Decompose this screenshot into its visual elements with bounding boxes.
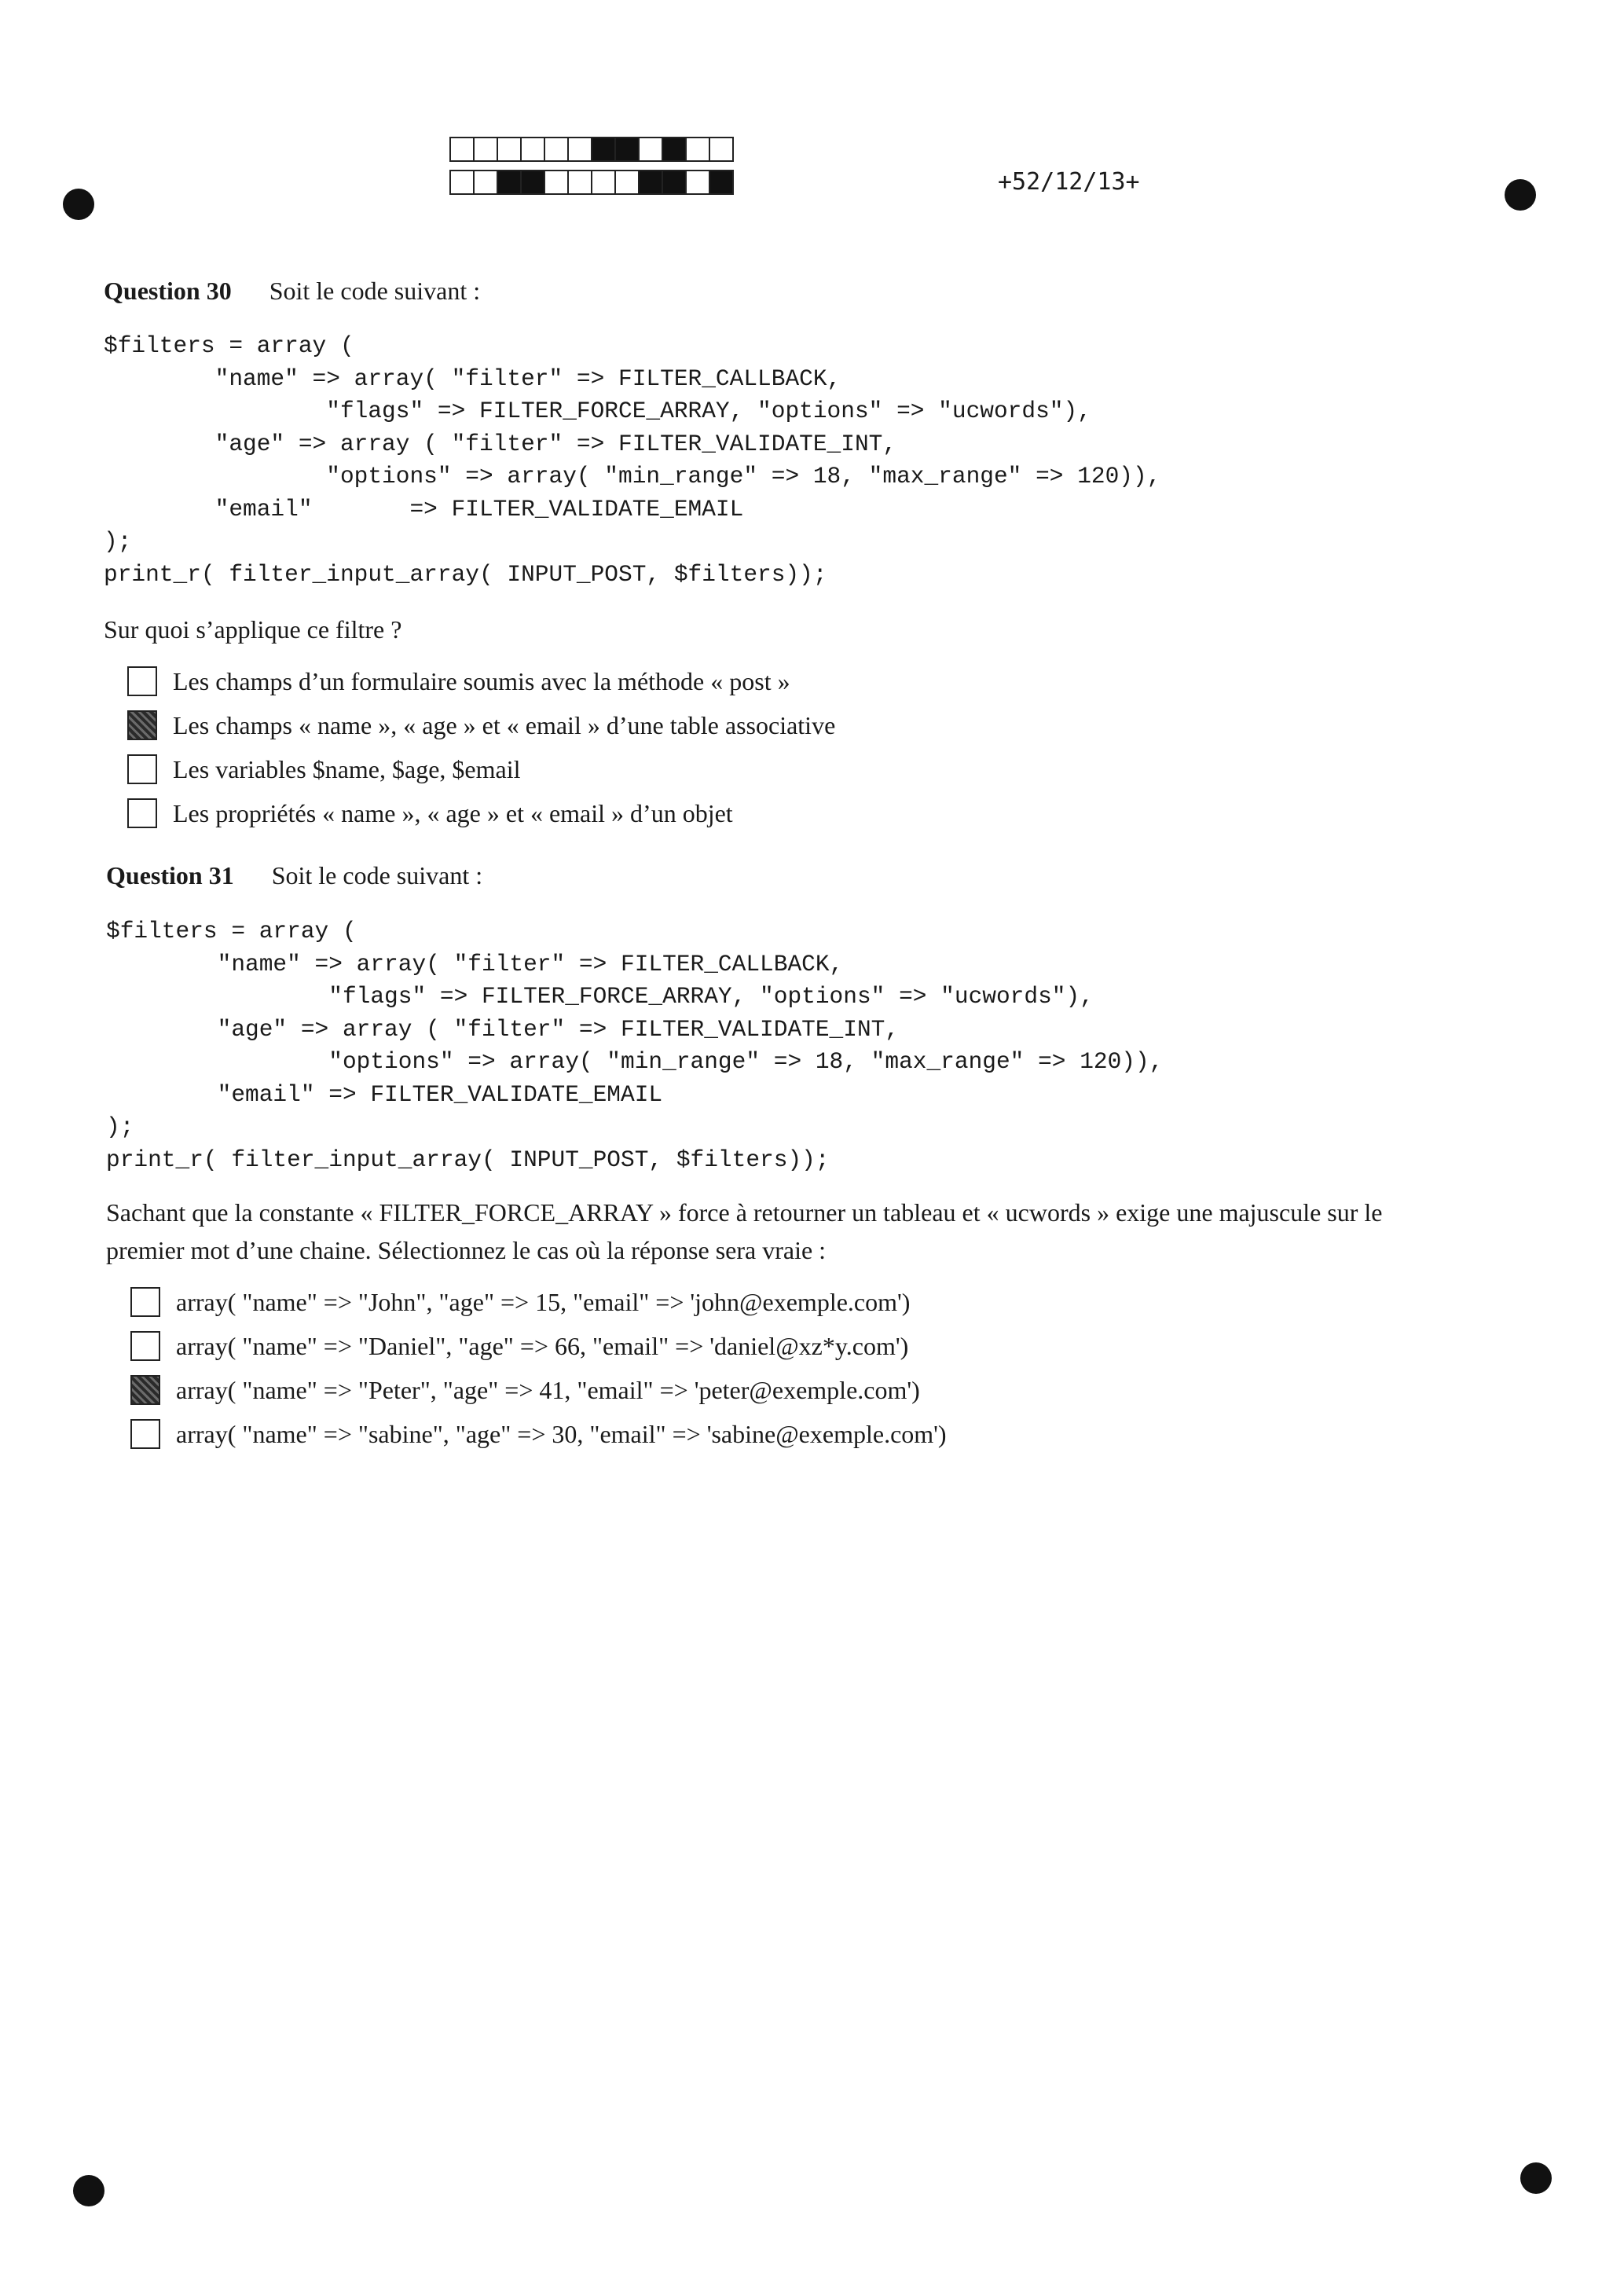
barcode-cell <box>473 170 498 195</box>
barcode-cell <box>638 137 663 162</box>
question-30-option-4[interactable] <box>127 798 733 828</box>
barcode-cell <box>520 170 545 195</box>
option-label: Les variables $name, $age, $email <box>173 754 521 783</box>
question-30-option-1[interactable] <box>127 666 790 696</box>
barcode-cell <box>685 137 710 162</box>
barcode-cell <box>638 170 663 195</box>
corner-mark-top-left <box>63 189 94 220</box>
barcode-cell <box>520 137 545 162</box>
question-30-option-3[interactable] <box>127 754 520 784</box>
option-label: Les champs « name », « age » et « email » d’une table associative <box>173 710 836 739</box>
barcode-cell <box>614 137 640 162</box>
barcode-row-bottom <box>449 170 732 196</box>
corner-mark-bottom-left <box>73 2175 104 2206</box>
checkbox[interactable] <box>127 798 157 828</box>
checkbox[interactable] <box>127 666 157 696</box>
checkbox[interactable] <box>127 754 157 784</box>
page-id: +52/12/13+ <box>998 168 1140 196</box>
barcode-cell <box>497 137 522 162</box>
question-31-prompt-line-2: premier mot d’une chaine. Sélectionnez le cas où la réponse sera vraie : <box>106 1236 827 1264</box>
option-label: Les champs d’un formulaire soumis avec la méthode « post » <box>173 666 790 695</box>
question-31-header <box>106 861 482 890</box>
barcode-cell <box>709 170 734 195</box>
checkbox[interactable] <box>127 710 157 740</box>
option-label: array( "name" => "Daniel", "age" => 66, "email" => 'daniel@xz*y.com') <box>176 1331 909 1360</box>
barcode-cell <box>473 137 498 162</box>
question-30-option-2[interactable] <box>127 710 835 740</box>
corner-mark-bottom-right <box>1520 2162 1552 2194</box>
option-label: array( "name" => "Peter", "age" => 41, "email" => 'peter@exemple.com') <box>176 1375 920 1404</box>
checkbox[interactable] <box>130 1287 160 1317</box>
barcode-cell <box>614 170 640 195</box>
barcode-cell <box>544 170 569 195</box>
question-31-intro: Soit le code suivant : <box>271 861 483 889</box>
option-label: array( "name" => "John", "age" => 15, "email" => 'john@exemple.com') <box>176 1287 911 1316</box>
question-31-code: $filters = array ( "name" => array( "filter" => FILTER_CALLBACK, "flags" => FILTER_FORCE_ARRAY, "options" => "ucwords"), "age" => array ( "filter" => FILTER_VALIDATE_INT, "options" => array( "min_range" => 18, "max_range" => 120)), "email" => FILTER_VALIDATE_EMAIL ); print_r( filter_input_array( INPUT_POST, $filters)); <box>106 918 1164 1173</box>
question-31-option-4[interactable] <box>130 1419 947 1449</box>
question-30-prompt: Sur quoi s’applique ce filtre ? <box>104 615 402 644</box>
question-30-header <box>104 277 480 306</box>
barcode-cell <box>544 137 569 162</box>
barcode-cell <box>567 137 592 162</box>
question-31-option-2[interactable] <box>130 1331 908 1361</box>
barcode-cell <box>709 137 734 162</box>
question-30-label: Question 30 <box>104 277 232 305</box>
question-31-label: Question 31 <box>106 861 234 889</box>
barcode-cell <box>591 137 616 162</box>
checkbox[interactable] <box>130 1375 160 1405</box>
corner-mark-top-right <box>1505 179 1536 211</box>
checkbox[interactable] <box>130 1331 160 1361</box>
barcode-cell <box>449 170 475 195</box>
barcode-cell <box>662 170 687 195</box>
barcode-cell <box>497 170 522 195</box>
option-label: array( "name" => "sabine", "age" => 30, "email" => 'sabine@exemple.com') <box>176 1419 947 1448</box>
barcode-row-top <box>449 137 732 163</box>
question-30-code: $filters = array ( "name" => array( "filter" => FILTER_CALLBACK, "flags" => FILTER_FORCE_ARRAY, "options" => "ucwords"), "age" => array ( "filter" => FILTER_VALIDATE_INT, "options" => array( "min_range" => 18, "max_range" => 120)), "email" => FILTER_VALIDATE_EMAIL ); print_r( filter_input_array( INPUT_POST, $filters)); <box>104 332 1161 588</box>
option-label: Les propriétés « name », « age » et « email » d’un objet <box>173 798 733 827</box>
question-31-option-3[interactable] <box>130 1375 920 1405</box>
barcode-cell <box>449 137 475 162</box>
barcode-cell <box>567 170 592 195</box>
question-31-option-1[interactable] <box>130 1287 910 1317</box>
barcode-cell <box>591 170 616 195</box>
checkbox[interactable] <box>130 1419 160 1449</box>
barcode-cell <box>685 170 710 195</box>
question-31-prompt-line-1: Sachant que la constante « FILTER_FORCE_ARRAY » force à retourner un tableau et « ucwords » exige une majuscule sur le <box>106 1198 1383 1227</box>
barcode-cell <box>662 137 687 162</box>
question-30-intro: Soit le code suivant : <box>269 277 481 305</box>
